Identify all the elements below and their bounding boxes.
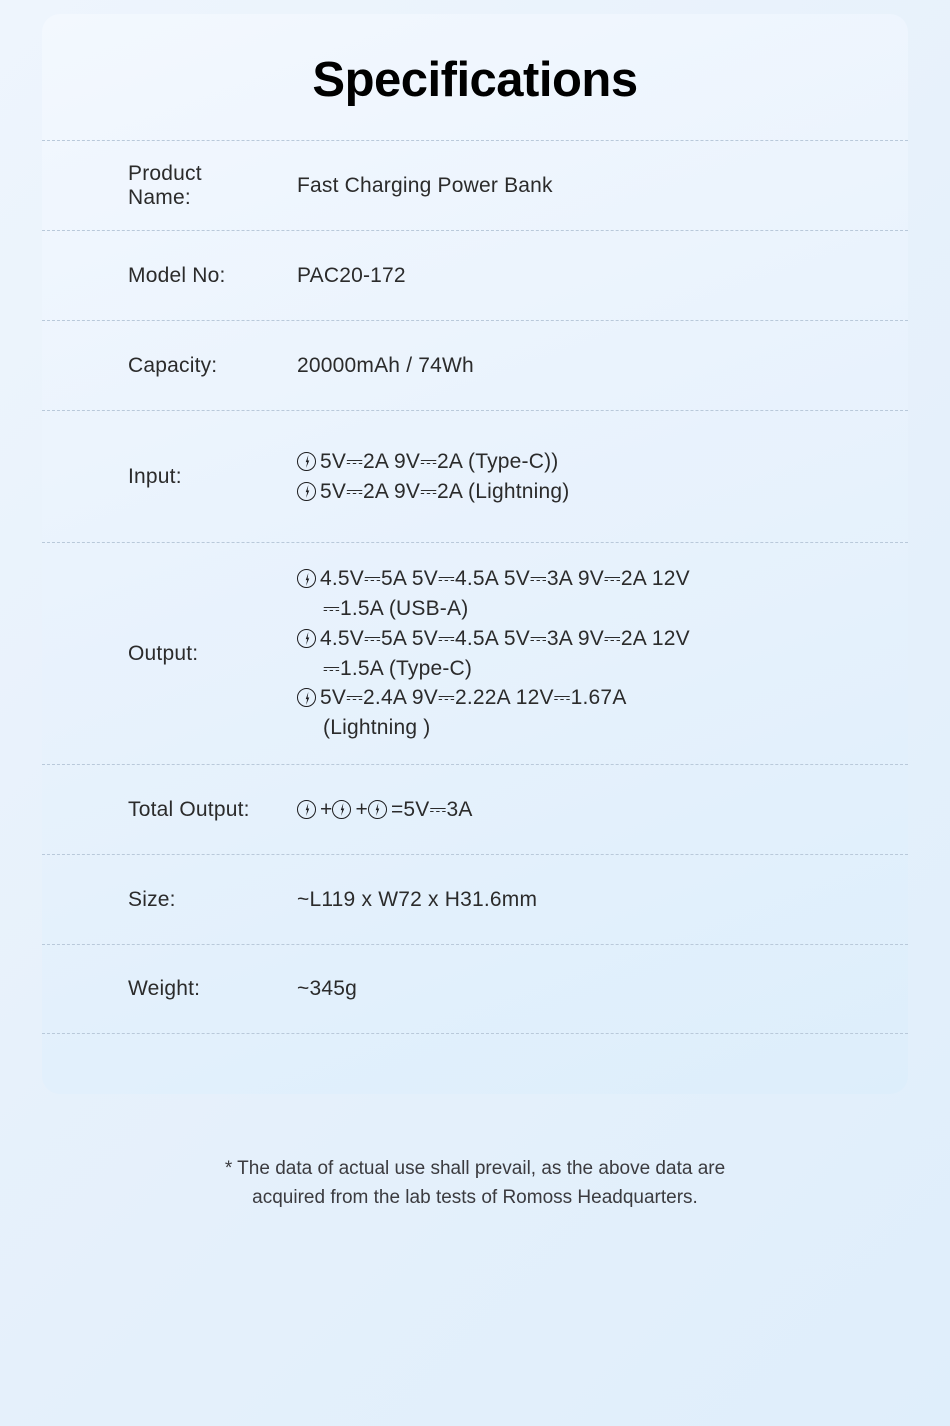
value-line (297, 683, 908, 713)
table-row (42, 944, 908, 1034)
row-label: Size: (128, 887, 176, 911)
row-label: Total Output: (128, 797, 250, 821)
value-line: ~L119 x W72 x H31.6mm (297, 887, 538, 911)
footnote-line-2: acquired from the lab tests of Romoss Headquarters. (252, 1186, 698, 1208)
value-line: ⎓1.5A (Type-C) (323, 656, 473, 680)
row-label: Output: (128, 641, 199, 665)
row-label: Input: (128, 464, 182, 488)
value-text: 5V⎓2.4A 9V⎓2.22A 12V⎓1.67A (320, 686, 627, 710)
value-line (297, 447, 908, 477)
value-line (297, 477, 908, 507)
row-label: Product Name: (128, 161, 202, 209)
table-row (42, 320, 908, 410)
value-text: 5V⎓2A 9V⎓2A (Lightning) (320, 479, 570, 503)
table-row (42, 764, 908, 854)
value-line: ~345g (297, 977, 357, 1001)
value-text: 4.5V⎓5A 5V⎓4.5A 5V⎓3A 9V⎓2A 12V (320, 626, 690, 650)
row-value (270, 564, 908, 743)
value-text: 4.5V⎓5A 5V⎓4.5A 5V⎓3A 9V⎓2A 12V (320, 567, 690, 591)
table-row (42, 230, 908, 320)
table-row (42, 854, 908, 944)
row-value (270, 885, 908, 915)
fast-charge-bolt-icon (297, 482, 316, 501)
value-line: ⎓1.5A (USB-A) (323, 596, 469, 620)
row-value (270, 351, 908, 381)
value-text: =5V⎓3A (390, 797, 473, 821)
value-line: + + =5V⎓3A (297, 795, 908, 825)
row-label: Weight: (128, 977, 201, 1000)
table-row (42, 140, 908, 230)
value-line: 20000mAh / 74Wh (297, 353, 474, 377)
fast-charge-bolt-icon (332, 800, 351, 819)
table-row (42, 410, 908, 542)
fast-charge-bolt-icon (297, 800, 316, 819)
value-line (297, 564, 908, 594)
footnote (0, 1155, 950, 1212)
row-value (270, 261, 908, 291)
table-row (42, 542, 908, 764)
fast-charge-bolt-icon (297, 569, 316, 588)
row-label: Model No: (128, 263, 226, 287)
footnote-line-1: * The data of actual use shall prevail, as the above data are (224, 1158, 726, 1179)
specifications-card (42, 14, 908, 1094)
value-line (297, 624, 908, 654)
value-line: (Lightning ) (323, 716, 431, 740)
row-value (270, 447, 908, 507)
value-text: 5V⎓2A 9V⎓2A (Type-C)) (320, 449, 559, 473)
row-value (270, 795, 908, 825)
value-line: PAC20-172 (297, 263, 406, 287)
specifications-table (42, 140, 908, 1034)
page-title: Specifications (312, 53, 638, 107)
row-label: Capacity: (128, 353, 218, 377)
row-value (270, 974, 908, 1004)
value-line: Fast Charging Power Bank (297, 173, 553, 197)
fast-charge-bolt-icon (368, 800, 387, 819)
fast-charge-bolt-icon (297, 452, 316, 471)
fast-charge-bolt-icon (297, 688, 316, 707)
row-value (270, 171, 908, 201)
fast-charge-bolt-icon (297, 629, 316, 648)
